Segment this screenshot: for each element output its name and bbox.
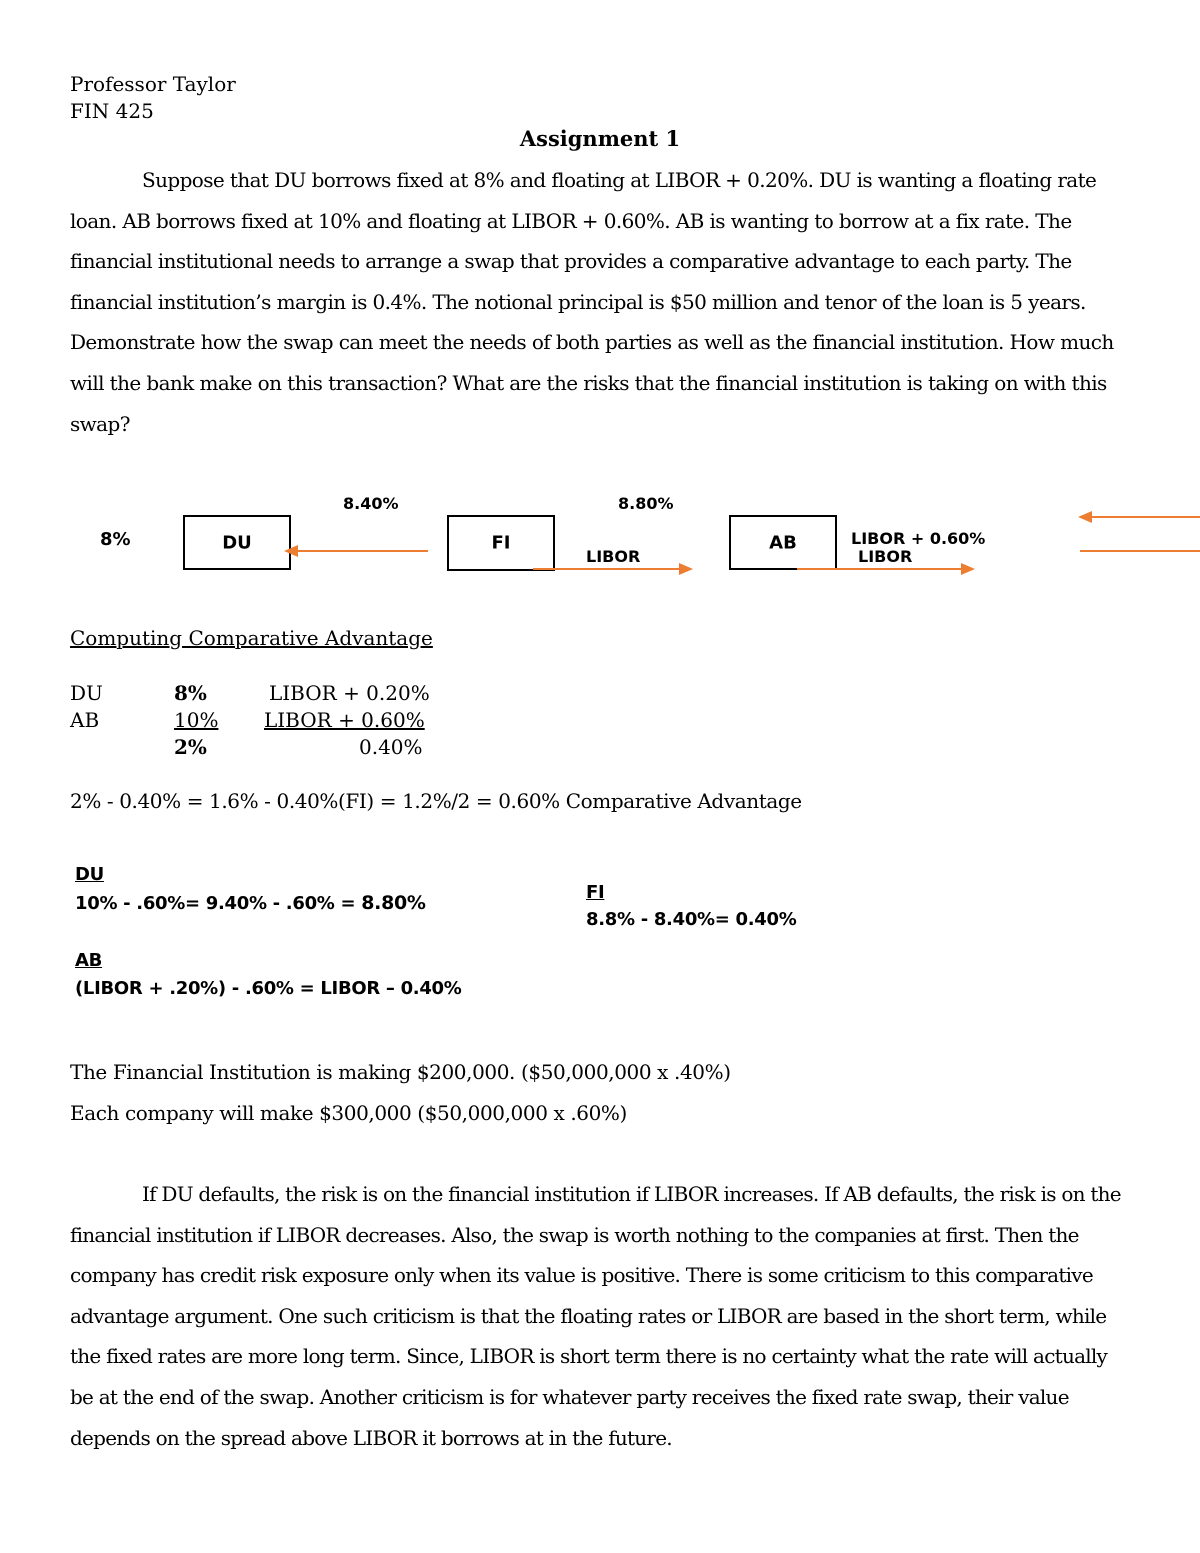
ab-calc-heading: AB (75, 950, 103, 971)
arrow-fi-to-ab-libor (533, 563, 693, 575)
ab-box-label: AB (769, 532, 797, 553)
fi-calc-heading: FI (586, 882, 605, 903)
du-fi-fixed-rate: 8.40% (343, 494, 399, 513)
arrow-fi-to-du (284, 545, 428, 557)
du-calc-heading: DU (75, 864, 104, 885)
row-ab-floating: LIBOR + 0.60% (264, 708, 425, 732)
intro-paragraph: Suppose that DU borrows fixed at 8% and floating at LIBOR + 0.20%. DU is wanting a floating rate loan. AB borrows fixed at 10% and floating at LIBOR + 0.60%. AB is wanting to borrow at a fix rate. The financial institutional needs to arrange a swap that provides a comparative advantage to each party. The financial institution’s margin is 0.4%. The notional principal is $50 million and tenor of the loan is 5 years. Demonstrate how the swap can meet the needs of both parties as well as the financial institution. How much will the bank make on this transaction? What are the risks that the financial institution is taking on with this swap? (70, 168, 1114, 436)
ab-calc-formula: (LIBOR + .20%) - .60% = LIBOR – 0.40% (75, 978, 462, 999)
company-earnings: Each company will make $300,000 ($50,000,000 x .60%) (70, 1101, 627, 1125)
diagram-arrows (0, 490, 1200, 590)
fi-earnings: The Financial Institution is making $200,000. ($50,000,000 x .40%) (70, 1060, 731, 1084)
fi-ab-fixed-rate: 8.80% (618, 494, 674, 513)
row-ab-name: AB (70, 708, 100, 732)
du-box-label: DU (222, 532, 252, 553)
du-fixed-rate-label: 8% (100, 529, 131, 550)
arrow-incoming-right (1078, 511, 1200, 523)
course-code: FIN 425 (70, 99, 154, 123)
ab-right-floating-label: LIBOR (858, 547, 913, 566)
comparative-equation: 2% - 0.40% = 1.6% - 0.40%(FI) = 1.2%/2 = 0.60% Comparative Advantage (70, 789, 802, 813)
risk-paragraph: If DU defaults, the risk is on the financial institution if LIBOR increases. If AB defaults, the risk is on the financial institution if LIBOR decreases. Also, the swap is worth nothing to the companies at first. Then the company has credit risk exposure only when its value is positive. There is some criticism to this comparative advantage argument. One such criticism is that the floating rates or LIBOR are based in the short term, while the fixed rates are more long term. Since, LIBOR is short term there is no certainty what the rate will actually be at the end of the swap. Another criticism is for whatever party receives the fixed rate swap, their value depends on the spread above LIBOR it borrows at in the future. (70, 1182, 1121, 1450)
ab-right-rate: LIBOR + 0.60% (851, 529, 986, 548)
row-du-fixed: 8% (174, 681, 207, 705)
row-ab-fixed: 10% (174, 708, 219, 732)
diff-floating: 0.40% (359, 735, 423, 759)
diff-fixed: 2% (174, 735, 207, 759)
row-du-name: DU (70, 681, 103, 705)
document-title: Assignment 1 (519, 126, 681, 151)
fi-box-label: FI (491, 532, 511, 554)
du-calc-formula: 10% - .60%= 9.40% - .60% = 8.80% (75, 892, 426, 914)
professor-name: Professor Taylor (70, 72, 236, 96)
row-du-floating: LIBOR + 0.20% (269, 681, 430, 705)
arrow-ab-to-right-libor (797, 563, 975, 575)
comparative-heading: Computing Comparative Advantage (70, 626, 433, 650)
fi-calc-formula: 8.8% - 8.40%= 0.40% (586, 909, 797, 930)
fi-ab-floating-label: LIBOR (586, 547, 641, 566)
